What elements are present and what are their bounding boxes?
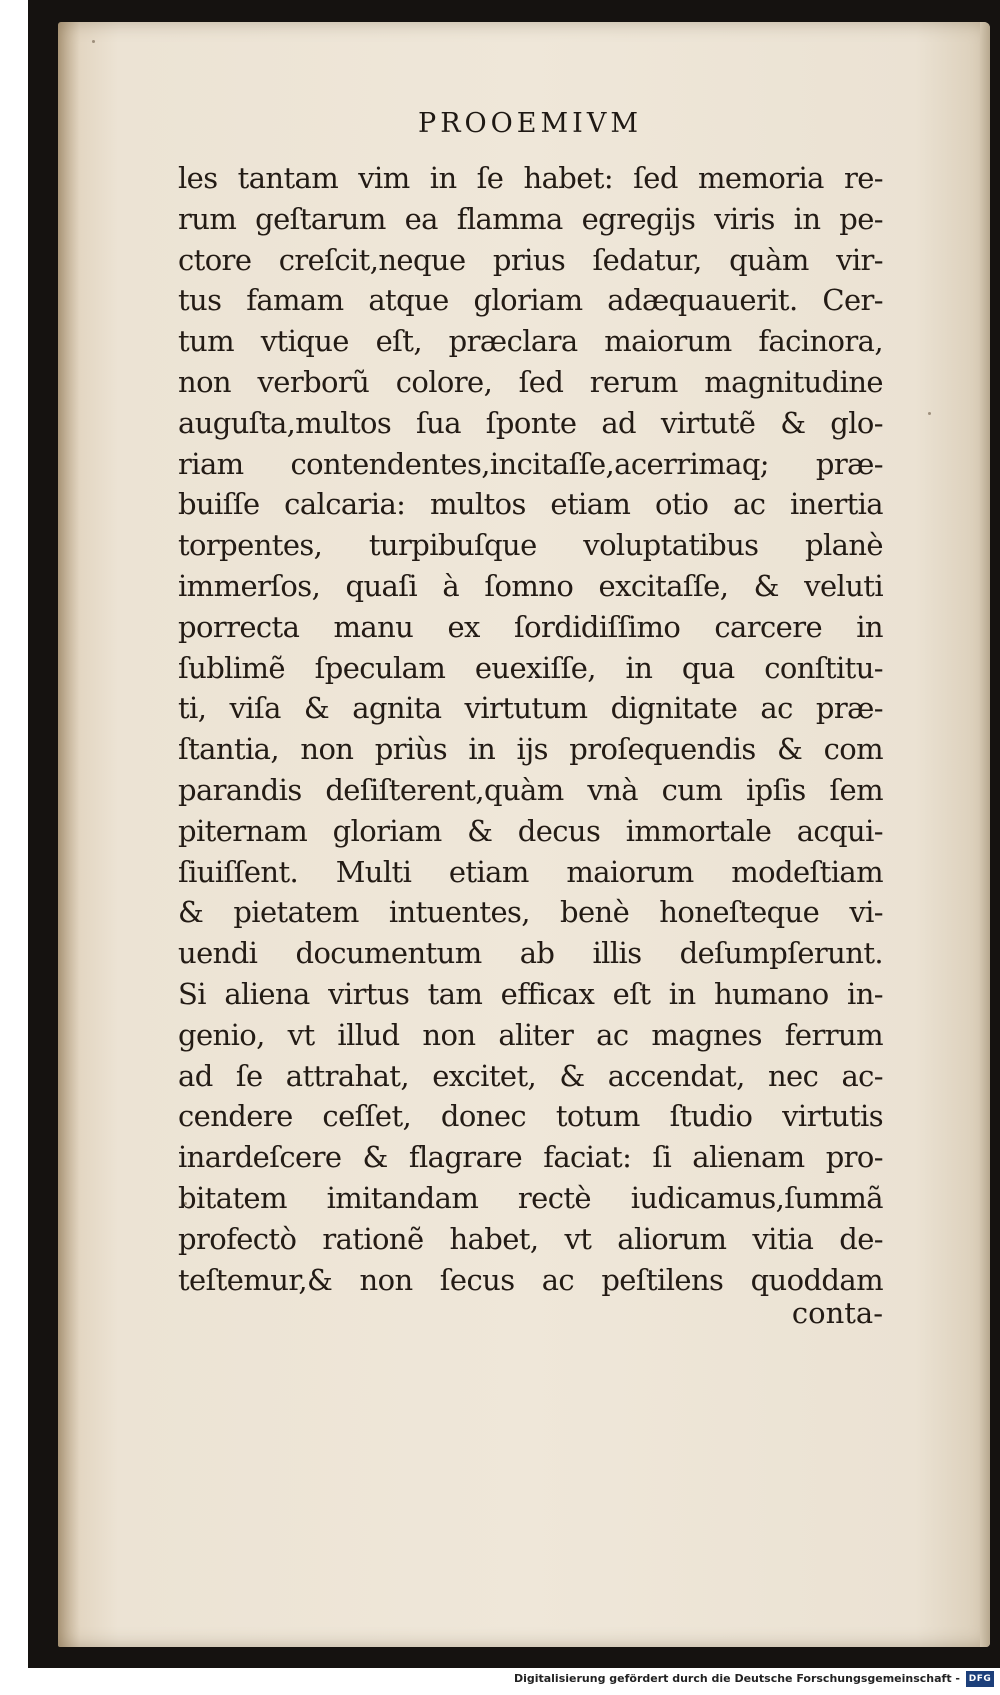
paper-speck (92, 40, 95, 43)
text-line: rum geſtarum ea flamma egregijs viris in pe- (178, 201, 883, 236)
text-line: ſtantia, non priùs in ijs proſequendis & com (178, 732, 883, 767)
digitization-credit: Digitalisierung gefördert durch die Deutsche Forschungsgemeinschaft - (513, 1672, 960, 1685)
text-line: porrecta manu ex ſordidiſſimo carcere in (178, 609, 883, 644)
paper-speck (928, 412, 931, 415)
footer-bar (0, 1668, 1000, 1695)
text-line: non verborũ colore, ſed rerum magnitudine (178, 364, 883, 399)
text-line: teſtemur,& non ſecus ac peſtilens quoddam (178, 1262, 883, 1297)
text-line: ti, viſa & agnita virtutum dignitate ac præ- (178, 691, 883, 726)
text-line: tum vtique eſt, præclara maiorum facinora, (178, 324, 883, 359)
text-line: Si aliena virtus tam efficax eſt in humano in- (178, 976, 883, 1011)
text-line: immerſos, quaſi à ſomno excitaſſe, & veluti (178, 568, 883, 603)
text-line: & pietatem intuentes, benè honeſteque vi- (178, 895, 883, 930)
text-line: uendi documentum ab illis deſumpſerunt. (178, 936, 883, 971)
text-line: riam contendentes,incitaſſe,acerrimaq; præ- (178, 446, 883, 481)
text-line: profectò rationẽ habet, vt aliorum vitia de- (178, 1221, 883, 1256)
text-line: ctore creſcit,neque prius ſedatur, quàm vir- (178, 242, 883, 277)
text-line: ad ſe attrahat, excitet, & accendat, nec ac- (178, 1058, 883, 1093)
running-head: PROOEMIVM (418, 108, 642, 139)
text-line: bitatem imitandam rectè iudicamus,ſummã (178, 1180, 883, 1215)
page-edge (980, 22, 990, 1647)
text-line: piternam gloriam & decus immortale acqui- (178, 813, 883, 848)
text-line: tus famam atque gloriam adæquauerit. Cer- (178, 283, 883, 318)
text-line: cendere ceſſet, donec totum ſtudio virtutis (178, 1099, 883, 1134)
text-line: parandis deſiſterent,quàm vnà cum ipſis ſem (178, 772, 883, 807)
text-line: buiſſe calcaria: multos etiam otio ac inertia (178, 487, 883, 522)
text-line: auguſta,multos ſua ſponte ad virtutẽ & glo- (178, 405, 883, 440)
text-line: genio, vt illud non aliter ac magnes ferrum (178, 1017, 883, 1052)
text-line: ſiuiſſent. Multi etiam maiorum modeſtiam (178, 854, 883, 889)
text-line: inardeſcere & flagrare faciat: ſi alienam pro- (178, 1140, 883, 1175)
text-line: les tantam vim in ſe habet: ſed memoria re- (178, 161, 883, 195)
catchword: conta- (791, 1296, 883, 1330)
text-line: ſublimẽ ſpeculam euexiſſe, in qua conſtitu- (178, 650, 883, 685)
dfg-logo-icon: DFG (966, 1671, 994, 1687)
text-line: torpentes, turpibuſque voluptatibus planè (178, 528, 883, 563)
body-text (178, 158, 883, 1300)
